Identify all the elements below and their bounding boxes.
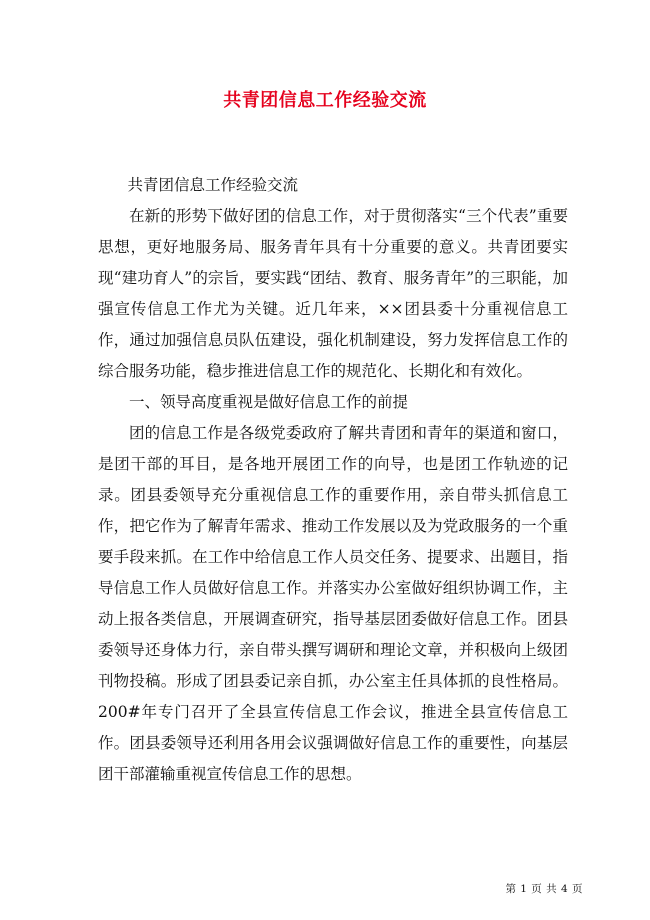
paragraph-section-1: 团的信息工作是各级党委政府了解共青团和青年的渠道和窗口，是团干部的耳目，是各地开展团工作的向导，也是团工作轨迹的记录。团县委领导充分重视信息工作的重要作用，亲自带头抓信息工作，把它作为了解青年需求、推动工作发展以及为党政服务的一个重要手段来抓。在工作中给信息工作人员交任务、提要求、出题目，指导信息工作人员做好信息工作。并落实办公室做好组织协调工作，主动上报各类信息，开展调查研究，指导基层团委做好信息工作。团县委领导还身体力行，亲自带头撰写调研和理论文章，并积极向上级团刊物投稿。形成了团县委记亲自抓，办公室主任具体抓的良性格局。200#年专门召开了全县宣传信息工作会议，推进全县宣传信息工作。团县委领导还利用各用会议强调做好信息工作的重要性，向基层团干部灌输重视宣传信息工作的思想。 <box>98 424 568 783</box>
document-body <box>98 170 568 790</box>
paragraph-intro: 在新的形势下做好团的信息工作，对于贯彻落实“三个代表”重要思想，更好地服务局、服务青年具有十分重要的意义。共青团要实现“建功育人”的宗旨，要实践“团结、教育、服务青年”的三职能，加强宣传信息工作尤为关键。近几年来，××团县委十分重视信息工作，通过加强信息员队伍建设，强化机制建设，努力发挥信息工作的综合服务功能，稳步推进信息工作的规范化、长期化和有效化。 <box>98 207 568 380</box>
document-title: 共青团信息工作经验交流 <box>223 90 427 111</box>
paragraph-subtitle: 共青团信息工作经验交流 <box>127 176 298 194</box>
section-heading-1: 一、领导高度重视是做好信息工作的前提 <box>129 393 409 411</box>
page-footer: 第 1 页 共 4 页 <box>505 883 583 895</box>
